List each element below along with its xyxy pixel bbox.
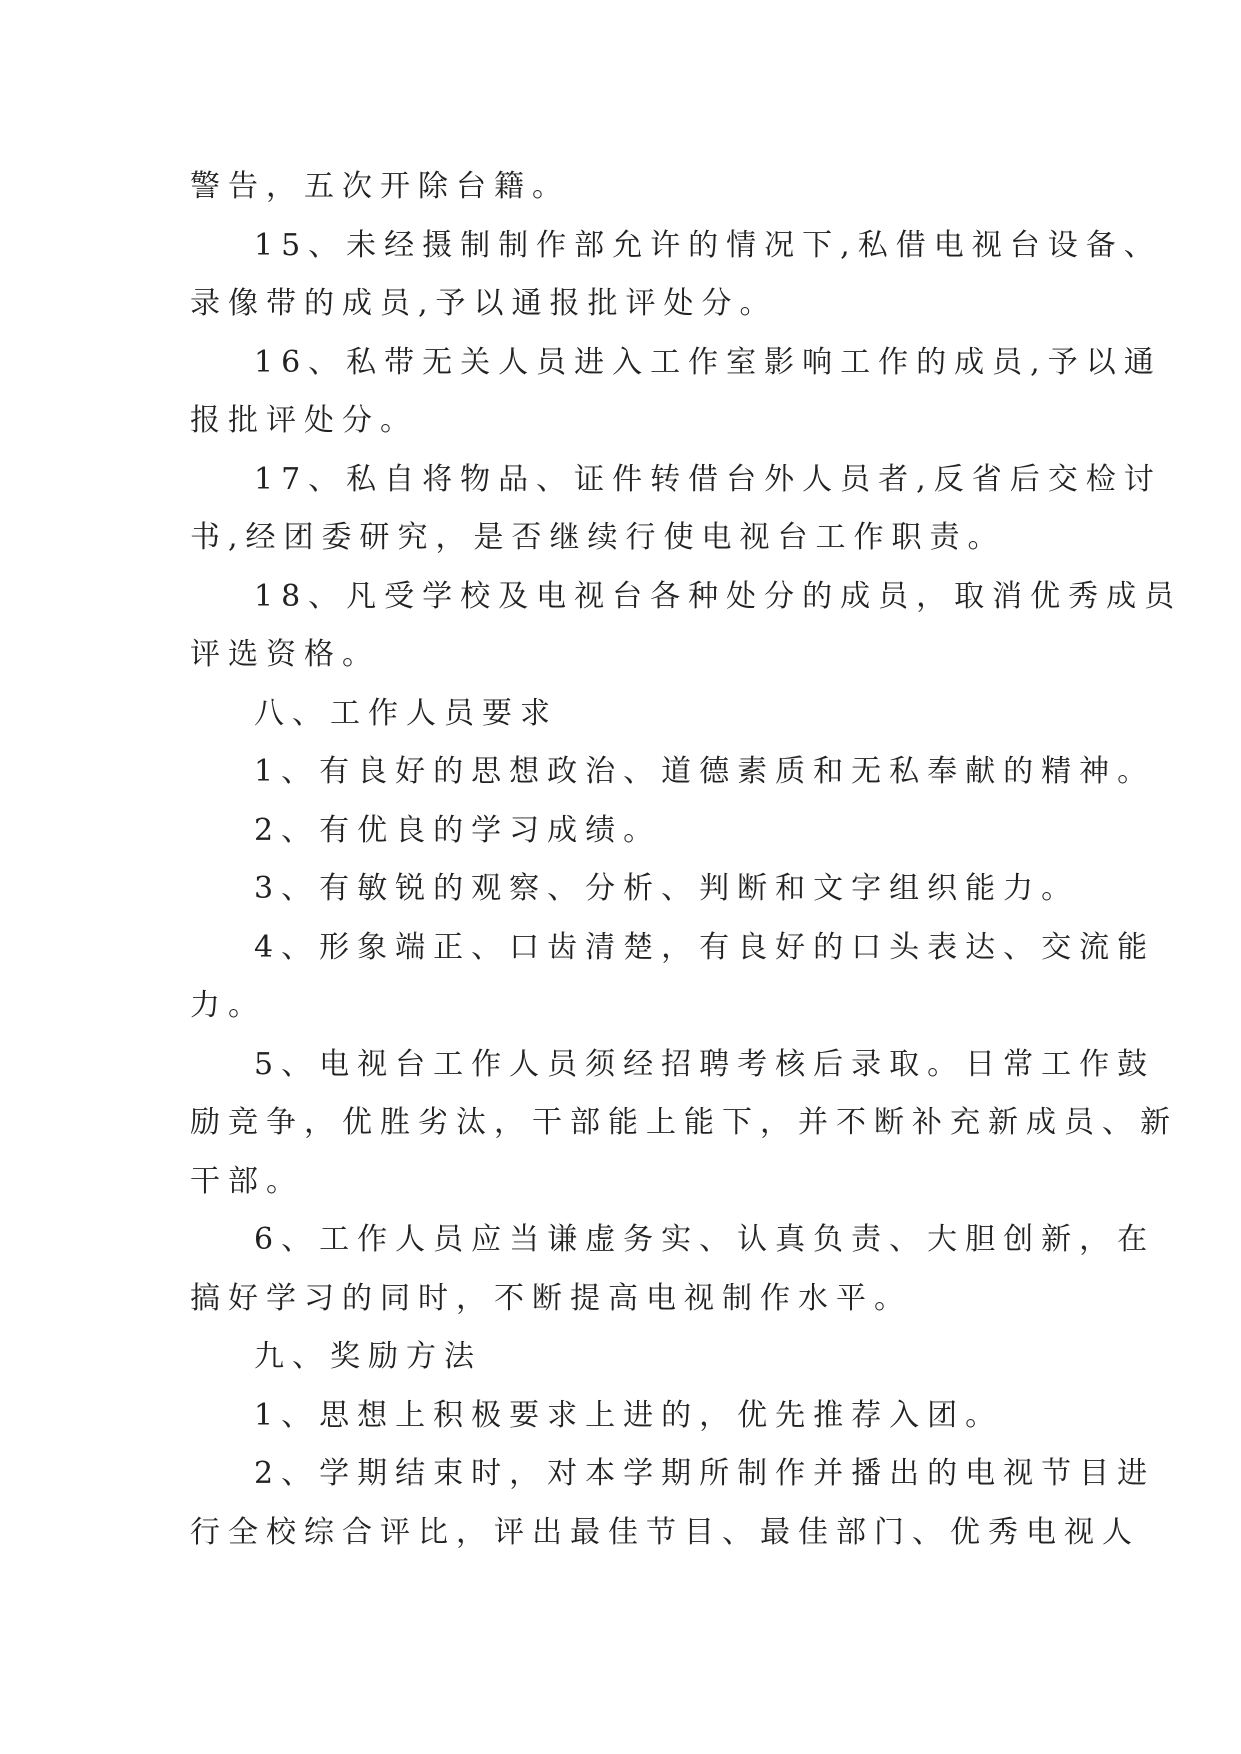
text-line: 评选资格。 <box>190 637 380 672</box>
text-line: 干部。 <box>190 1163 304 1199</box>
paragraph-warning-tail <box>190 158 1060 217</box>
text-line: 力。 <box>190 988 266 1023</box>
paragraph-requirement-5 <box>190 1036 1178 1212</box>
paragraph-requirement-6 <box>190 1211 1156 1328</box>
paragraph-requirement-2 <box>190 802 1060 861</box>
paragraph-rule-17 <box>190 451 1162 568</box>
text-line: 励竞争，优胜劣汰，干部能上能下，并不断补充新成员、新 <box>190 1105 1178 1140</box>
section-heading-rewards <box>190 1328 1060 1387</box>
text-line: 八、工作人员要求 <box>254 695 558 731</box>
paragraph-reward-1 <box>190 1387 1060 1446</box>
text-line: 行全校综合评比，评出最佳节目、最佳部门、优秀电视人 <box>190 1514 1140 1550</box>
text-line: 6、工作人员应当谦虚务实、认真负责、大胆创新，在 <box>254 1222 1156 1257</box>
text-line: 报批评处分。 <box>190 403 418 438</box>
text-line: 18、凡受学校及电视台各种处分的成员，取消优秀成员 <box>254 578 1183 614</box>
paragraph-reward-2 <box>190 1445 1156 1562</box>
text-line: 搞好学习的同时，不断提高电视制作水平。 <box>190 1280 912 1316</box>
paragraph-rule-15 <box>190 217 1162 334</box>
text-line: 17、私自将物品、证件转借台外人员者,反省后交检讨 <box>254 461 1162 497</box>
text-line: 4、形象端正、口齿清楚，有良好的口头表达、交流能 <box>254 929 1156 965</box>
paragraph-requirement-1 <box>190 743 1156 802</box>
paragraph-requirement-4 <box>190 919 1156 1036</box>
text-line: 16、私带无关人员进入工作室影响工作的成员,予以通 <box>254 344 1162 380</box>
text-line: 2、学期结束时，对本学期所制作并播出的电视节目进 <box>254 1456 1156 1491</box>
text-line: 1、思想上积极要求上进的，优先推荐入团。 <box>254 1397 1004 1433</box>
text-line: 录像带的成员,予以通报批评处分。 <box>190 286 778 321</box>
paragraph-rule-16 <box>190 334 1162 451</box>
text-line: 九、奖励方法 <box>254 1339 482 1374</box>
text-line: 5、电视台工作人员须经招聘考核后录取。日常工作鼓 <box>254 1046 1156 1082</box>
paragraph-requirement-3 <box>190 860 1080 919</box>
section-heading-staff-requirements <box>190 685 1060 744</box>
text-line: 警告，五次开除台籍。 <box>190 169 570 204</box>
paragraph-rule-18 <box>190 568 1183 685</box>
text-line: 1、有良好的思想政治、道德素质和无私奉献的精神。 <box>254 754 1156 789</box>
text-line: 书,经团委研究，是否继续行使电视台工作职责。 <box>190 520 1006 555</box>
document-body <box>190 158 1183 1562</box>
text-line: 15、未经摄制制作部允许的情况下,私借电视台设备、 <box>254 227 1162 263</box>
text-line: 3、有敏锐的观察、分析、判断和文字组织能力。 <box>254 871 1080 906</box>
text-line: 2、有优良的学习成绩。 <box>254 812 662 848</box>
